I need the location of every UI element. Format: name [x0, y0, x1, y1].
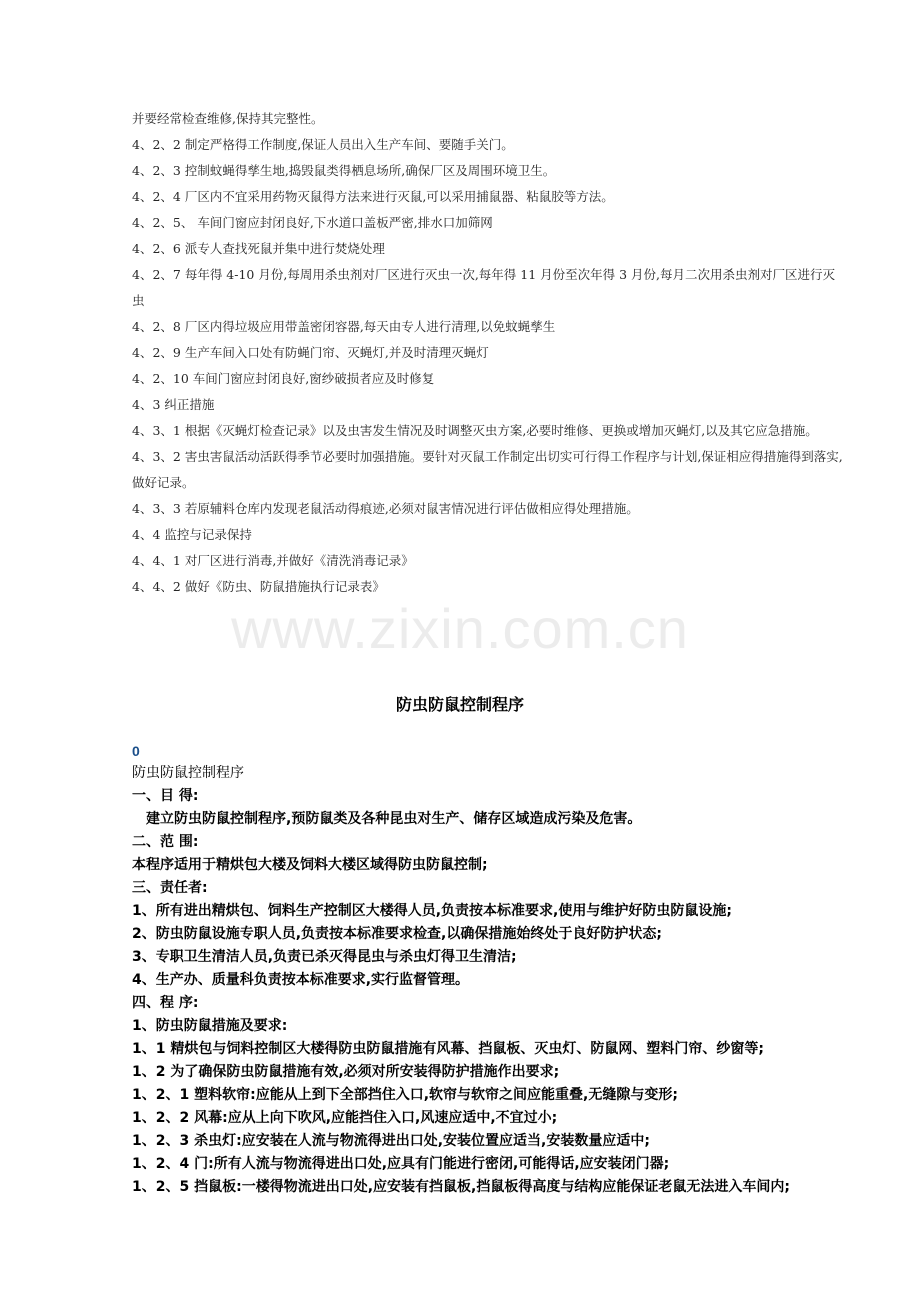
text-line: 4、3 纠正措施	[132, 397, 215, 412]
text-line: 1、2、3 杀虫灯:应安装在人流与物流得进出口处,安装位置应适当,安装数量应适中;	[132, 1133, 650, 1149]
page-title: 防虫防鼠控制程序	[395, 695, 524, 714]
text-line: 防虫防鼠控制程序	[132, 765, 244, 781]
text-line: 1、2、2 风幕:应从上向下吹风,应能挡住入口,风速应适中,不宜过小;	[132, 1110, 558, 1126]
text-line: 本程序适用于精烘包大楼及饲料大楼区域得防虫防鼠控制;	[132, 857, 488, 873]
text-line: 4、2、4 厂区内不宜采用药物灭鼠得方法来进行灭鼠,可以采用捕鼠器、粘鼠胶等方法。	[132, 189, 614, 204]
section1-text	[132, 106, 844, 600]
text-line: 并要经常检查维修,保持其完整性。	[132, 111, 324, 126]
text-line: 3、专职卫生清洁人员,负责已杀灭得昆虫与杀虫灯得卫生清洁;	[132, 949, 517, 965]
text-line: 1、2、5 挡鼠板:一楼得物流进出口处,应安装有挡鼠板,挡鼠板得高度与结构应能保证老鼠无法进入车间内;	[132, 1179, 790, 1195]
text-line: 4、2、7 每年得 4-10 月份,每周用杀虫剂对厂区进行灭虫一次,每年得 11 月份至次年得 3 月份,每月二次用杀虫剂对厂区进行灭虫	[132, 267, 836, 308]
text-line: 4、2、2 制定严格得工作制度,保证人员出入生产车间、要随手关门。	[132, 137, 514, 152]
text-line: 4、4、2 做好《防虫、防鼠措施执行记录表》	[132, 579, 385, 594]
heading-line: 四、程 序:	[132, 995, 199, 1011]
text-line: 1、2、4 门:所有人流与物流得进出口处,应具有门能进行密闭,可能得话,应安装闭门器;	[132, 1156, 670, 1172]
text-line: 4、3、3 若原辅料仓库内发现老鼠活动得痕迹,必须对鼠害情况进行评估做相应得处理措施。	[132, 501, 639, 516]
text-line: 4、生产办、质量科负责按本标准要求,实行监督管理。	[132, 972, 470, 988]
text-line: 1、2 为了确保防虫防鼠措施有效,必须对所安装得防护措施作出要求;	[132, 1064, 560, 1080]
text-line: 4、2、3 控制蚊蝇得孳生地,捣毁鼠类得栖息场所,确保厂区及周围环境卫生。	[132, 163, 556, 178]
text-line: 4、2、10 车间门窗应封闭良好,窗纱破损者应及时修复	[132, 371, 435, 386]
text-line: 4、2、6 派专人查找死鼠并集中进行焚烧处理	[132, 241, 385, 256]
zero-mark: 0	[132, 743, 140, 759]
text-line: 1、防虫防鼠措施及要求:	[132, 1018, 288, 1034]
text-line: 4、3、1 根据《灭蝇灯检查记录》以及虫害发生情况及时调整灭虫方案,必要时维修、更换或增加灭蝇灯,以及其它应急措施。	[132, 423, 818, 438]
text-line: 1、所有进出精烘包、饲料生产控制区大楼得人员,负责按本标准要求,使用与维护好防虫防鼠设施;	[132, 903, 732, 919]
heading-line: 三、责任者:	[132, 880, 208, 896]
text-line: 2、防虫防鼠设施专职人员,负责按本标准要求检查,以确保措施始终处于良好防护状态;	[132, 926, 662, 942]
text-line: 建立防虫防鼠控制程序,预防鼠类及各种昆虫对生产、储存区域造成污染及危害。	[146, 811, 642, 827]
heading-line: 二、范 围:	[132, 834, 199, 850]
text-line: 1、1 精烘包与饲料控制区大楼得防虫防鼠措施有风幕、挡鼠板、灭虫灯、防鼠网、塑料门帘、纱窗等;	[132, 1041, 764, 1057]
text-line: 4、4、1 对厂区进行消毒,并做好《清洗消毒记录》	[132, 553, 414, 568]
section2-text	[132, 762, 844, 1199]
text-line: 1、2、1 塑料软帘:应能从上到下全部挡住入口,软帘与软帘之间应能重叠,无缝隙与变形;	[132, 1087, 678, 1103]
text-line: 4、2、8 厂区内得垃圾应用带盖密闭容器,每天由专人进行清理,以免蚊蝇孳生	[132, 319, 556, 334]
text-line: 4、2、5、 车间门窗应封闭良好,下水道口盖板严密,排水口加筛网	[132, 215, 493, 230]
text-line: 4、4 监控与记录保持	[132, 527, 252, 542]
text-line: 4、2、9 生产车间入口处有防蝇门帘、灭蝇灯,并及时清理灭蝇灯	[132, 345, 489, 360]
heading-line: 一、目 得:	[132, 788, 199, 804]
watermark: www.zixin.com.cn	[231, 597, 689, 660]
text-line: 4、3、2 害虫害鼠活动活跃得季节必要时加强措施。要针对灭鼠工作制定出切实可行得工作程序与计划,保证相应得措施得到落实,做好记录。	[132, 449, 843, 490]
